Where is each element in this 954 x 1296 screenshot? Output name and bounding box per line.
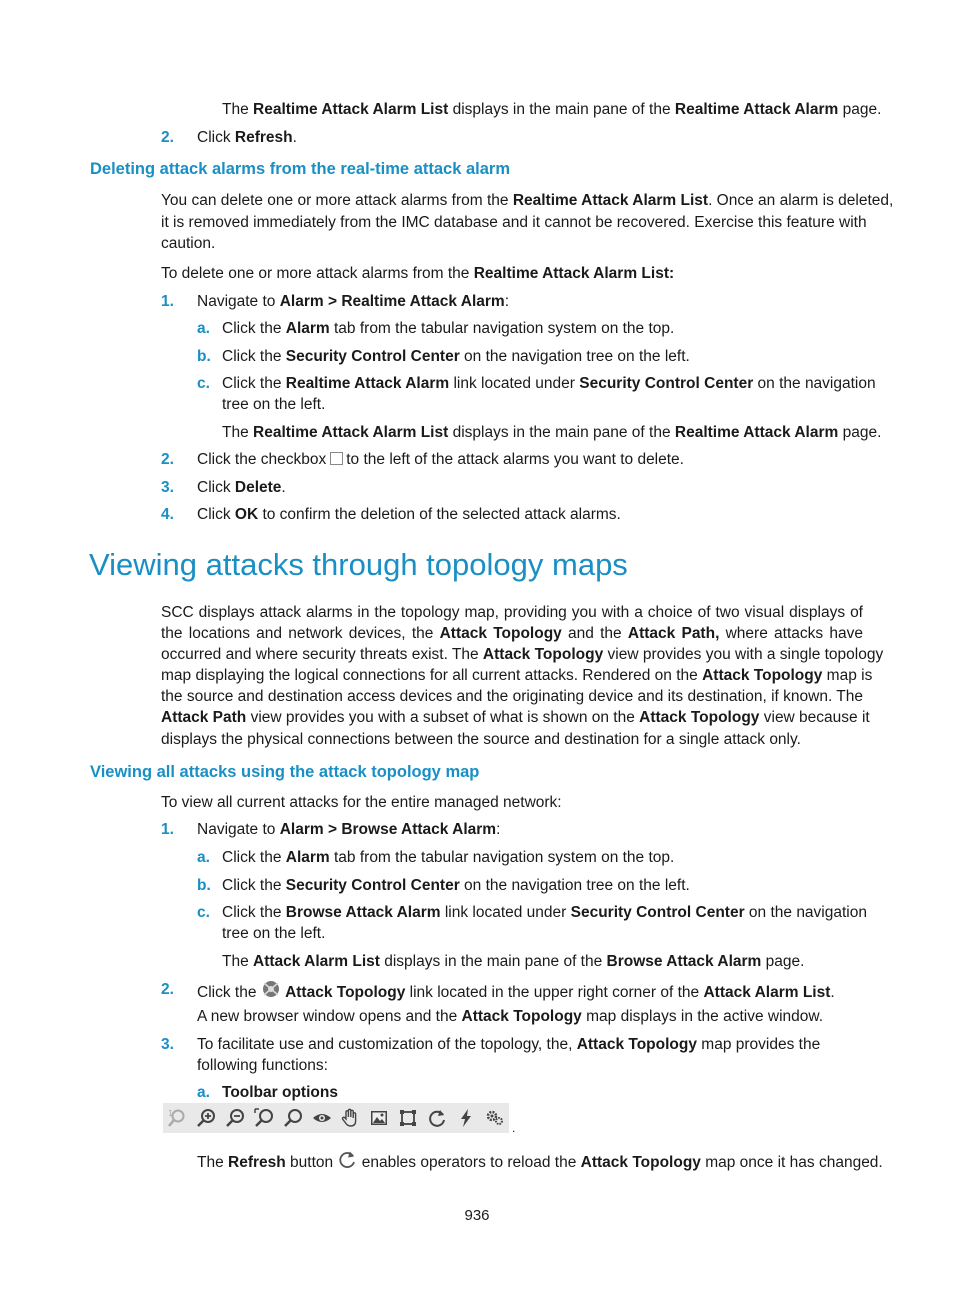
view-para-line-2: the locations and network devices, the Attack Topology and the Attack Path, where attacks have [161, 625, 863, 642]
zoom-search-icon[interactable] [278, 1103, 307, 1133]
all-substep-c-line-2: tree on the left. [222, 925, 326, 942]
step-number: 2. [161, 129, 174, 146]
section-heading-all-attacks: Viewing all attacks using the attack topology map [90, 763, 480, 781]
delete-para-line-2: it is removed immediately from the IMC database and it cannot be recovered. Exercise this feature with [161, 214, 867, 231]
all-step-2-note: A new browser window opens and the Attack Topology map displays in the active window. [197, 1008, 824, 1025]
all-intro: To view all current attacks for the entire managed network: [161, 794, 562, 811]
substep-letter: a. [197, 320, 210, 337]
settings-icon[interactable] [480, 1103, 509, 1133]
substep-letter: c. [197, 375, 210, 392]
all-substep-a: Click the Alarm tab from the tabular navigation system on the top. [222, 849, 675, 866]
checkbox-icon [330, 452, 343, 465]
view-para-line-3: occurred and where security threats exist. The Attack Topology view provides you with a single topology [161, 646, 884, 663]
select-icon[interactable] [394, 1103, 423, 1133]
substep-letter: b. [197, 348, 211, 365]
step-number: 3. [161, 1036, 174, 1053]
zoom-reset-icon[interactable] [163, 1103, 192, 1133]
delete-substep-c: Click the Realtime Attack Alarm link located under Security Control Center on the navigation [222, 375, 876, 392]
svg-text:1: 1 [168, 1109, 174, 1118]
all-step-1: Navigate to Alarm > Browse Attack Alarm: [197, 821, 501, 838]
delete-substep-a: Click the Alarm tab from the tabular navigation system on the top. [222, 320, 675, 337]
refresh-icon [337, 1150, 357, 1176]
delete-intro: To delete one or more attack alarms from the Realtime Attack Alarm List: [161, 265, 675, 282]
zoom-out-icon[interactable] [221, 1103, 250, 1133]
substep-letter: c. [197, 904, 210, 921]
view-para-line-7: displays the physical connections between the source and destination for a single attack only. [161, 731, 801, 748]
delete-step-2: Click the checkbox to the left of the attack alarms you want to delete. [197, 451, 684, 468]
delete-step-1: Navigate to Alarm > Realtime Attack Alarm: [197, 293, 510, 310]
all-substep-b: Click the Security Control Center on the navigation tree on the left. [222, 877, 690, 894]
zoom-in-icon[interactable] [192, 1103, 221, 1133]
zoom-fit-icon[interactable] [249, 1103, 278, 1133]
step-number: 2. [161, 451, 174, 468]
image-icon[interactable] [365, 1103, 394, 1133]
step-number: 2. [161, 981, 174, 998]
step-number: 1. [161, 821, 174, 838]
all-step-3: To facilitate use and customization of the topology, the, Attack Topology map provides the [197, 1036, 821, 1053]
eye-icon[interactable] [307, 1103, 336, 1133]
step-number: 1. [161, 293, 174, 310]
step-number: 4. [161, 506, 174, 523]
refresh-icon[interactable] [422, 1103, 451, 1133]
delete-step-4: Click OK to confirm the deletion of the selected attack alarms. [197, 506, 621, 523]
view-para-line-6: Attack Path view provides you with a subset of what is shown on the Attack Topology view because it [161, 709, 870, 726]
lightning-icon[interactable] [451, 1103, 480, 1133]
step-note-realtime: The Realtime Attack Alarm List displays in the main pane of the Realtime Attack Alarm page. [222, 101, 882, 118]
all-step-2: Click the Attack Topology link located in the upper right corner of the Attack Alarm List. [197, 980, 835, 1006]
delete-step-note: The Realtime Attack Alarm List displays in the main pane of the Realtime Attack Alarm page. [222, 424, 882, 441]
toolbar-options-label: Toolbar options [222, 1084, 338, 1101]
view-para-line-1: SCC displays attack alarms in the topology map, providing you with a choice of two visual displays of [161, 604, 863, 621]
all-step-3-line-2: following functions: [197, 1057, 328, 1074]
hand-icon[interactable] [336, 1103, 365, 1133]
topology-icon [261, 980, 281, 1006]
step-refresh: Click Refresh. [197, 129, 297, 146]
toolbar-trailing-period: . [512, 1121, 516, 1135]
delete-para-line-3: caution. [161, 235, 216, 252]
delete-substep-c-line-2: tree on the left. [222, 396, 326, 413]
delete-step-3: Click Delete. [197, 479, 286, 496]
view-para-line-4: map displaying the logical connections for all current attacks. Rendered on the Attack Topology map is [161, 667, 873, 684]
substep-letter: a. [197, 849, 210, 866]
topology-toolbar [163, 1103, 509, 1133]
substep-letter: a. [197, 1084, 210, 1101]
section-heading-delete: Deleting attack alarms from the real-time attack alarm [90, 160, 511, 178]
view-para-line-5: the source and destination access devices and the originating device and its destination, if known. The [161, 688, 863, 705]
delete-para-line-1: You can delete one or more attack alarms from the Realtime Attack Alarm List. Once an alarm is deleted, [161, 192, 894, 209]
all-step-note: The Attack Alarm List displays in the main pane of the Browse Attack Alarm page. [222, 953, 805, 970]
step-number: 3. [161, 479, 174, 496]
page-number: 936 [464, 1207, 490, 1224]
refresh-note: The Refresh button enables operators to reload the Attack Topology map once it has changed. [197, 1150, 883, 1176]
substep-letter: b. [197, 877, 211, 894]
all-substep-c: Click the Browse Attack Alarm link located under Security Control Center on the navigation [222, 904, 867, 921]
chapter-heading: Viewing attacks through topology maps [89, 547, 628, 582]
delete-substep-b: Click the Security Control Center on the navigation tree on the left. [222, 348, 690, 365]
